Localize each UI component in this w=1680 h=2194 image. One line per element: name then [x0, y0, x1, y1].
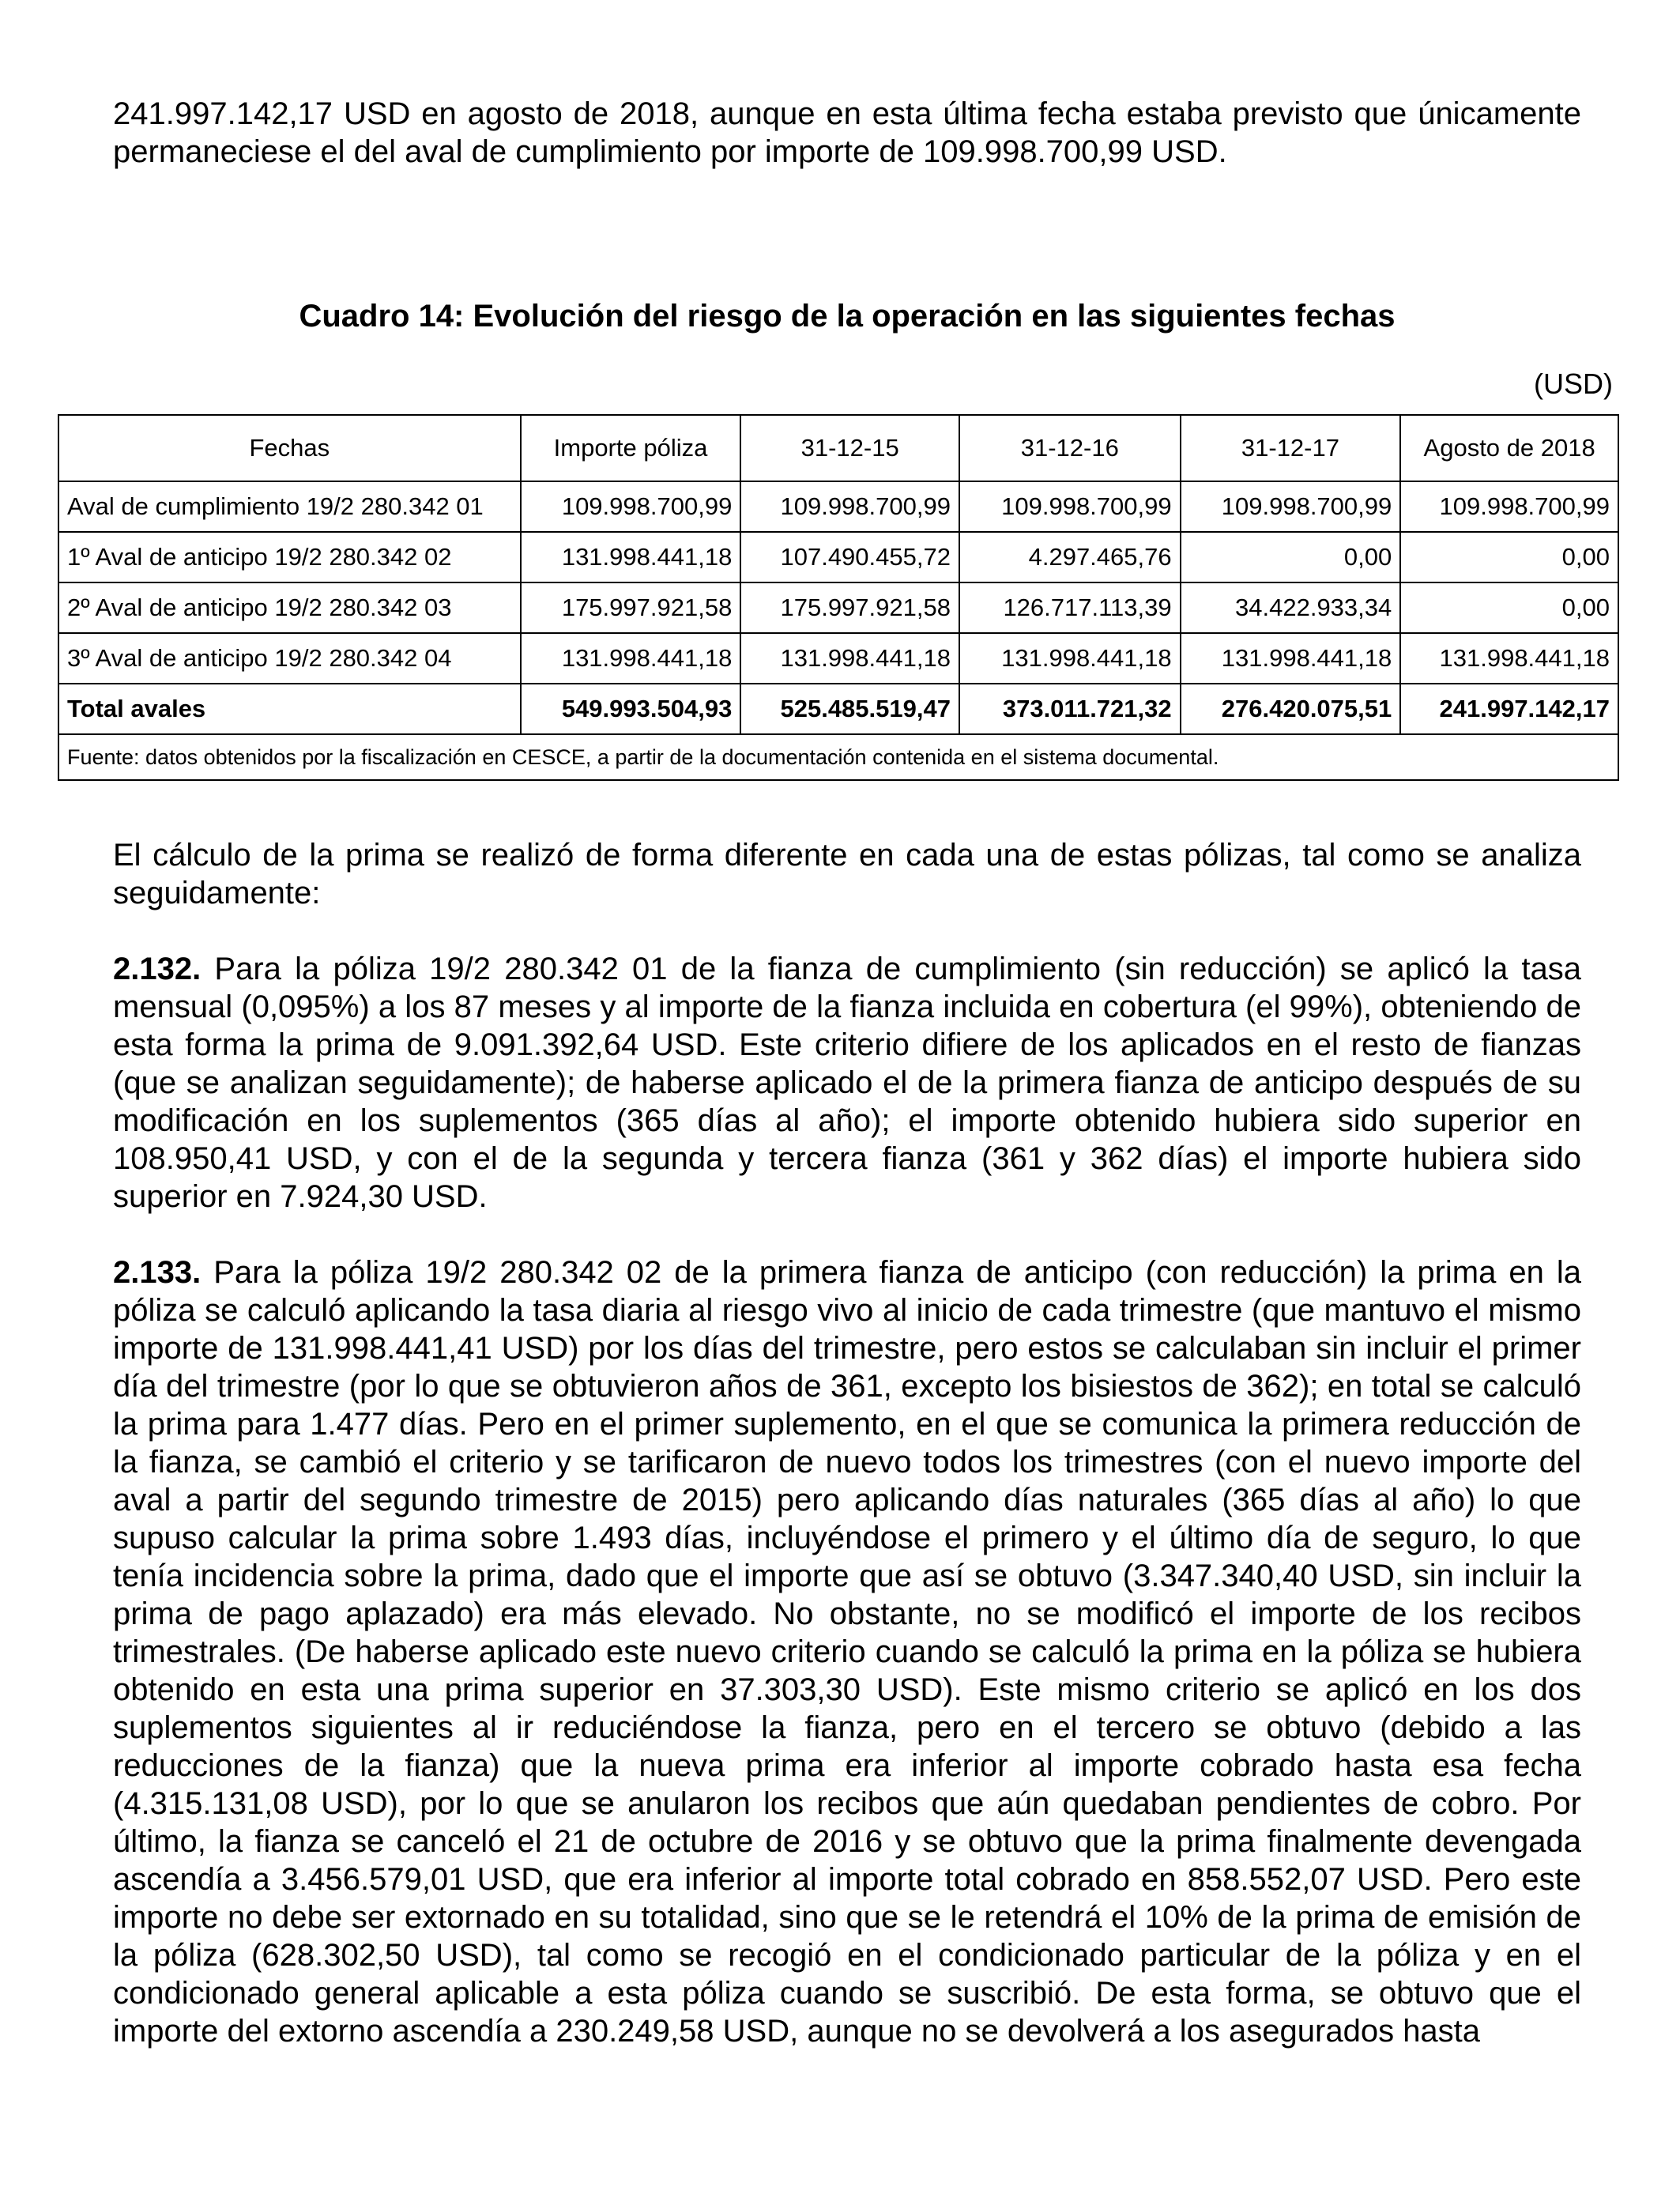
document-page	[67, 95, 1613, 2050]
row-label: 3º Aval de anticipo 19/2 280.342 04	[58, 633, 521, 684]
table-row	[58, 633, 1618, 684]
table-header-row	[58, 415, 1618, 481]
table-cell: 4.297.465,76	[959, 532, 1181, 582]
paragraph-text: Para la póliza 19/2 280.342 02 de la primera fianza de anticipo (con reducción) la prima en la póliza se calculó aplicando la tasa diaria al riesgo vivo al inicio de cada trimestre (que mantuvo el mismo importe de 131.998.441,41 USD) por los días del trimestre, pero estos se calculaban sin incluir el primer día del trimestre (por lo que se obtuvieron años de 361, excepto los bisiestos de 362); en total se calculó la prima para 1.477 días. Pero en el primer suplemento, en el que se comunica la primera reducción de la fianza, se cambió el criterio y se tarificaron de nuevo todos los trimestres (con el nuevo importe del aval a partir del segundo trimestre de 2015) pero aplicando días naturales (365 días al año) lo que supuso calcular la prima sobre 1.493 días, incluyéndose el primero y el último día de seguro, lo que tenía incidencia sobre la prima, dado que el importe que así se obtuvo (3.347.340,40 USD, sin incluir la prima de pago aplazado) era más elevado. No obstante, no se modificó el importe de los recibos trimestrales. (De haberse aplicado este nuevo criterio cuando se calculó la prima en la póliza se hubiera obtenido en esta una prima superior en 37.303,30 USD). Este mismo criterio se aplicó en los dos suplementos siguientes al ir reduciéndose la fianza, pero en el tercero se obtuvo (debido a las reducciones de la fianza) que la nueva prima era inferior al importe cobrado hasta esa fecha (4.315.131,08 USD), por lo que se anularon los recibos que aún quedaban pendientes de cobro. Por último, la fianza se canceló el 21 de octubre de 2016 y se obtuvo que la prima finalmente devengada ascendía a 3.456.579,01 USD, que era inferior al importe total cobrado en 858.552,07 USD. Pero este importe no debe ser extornado en su totalidad, sino que se le retendrá el 10% de la prima de emisión de la póliza (628.302,50 USD), tal como se recogió en el condicionado particular de la póliza y en el condicionado general aplicable a esta póliza cuando se suscribió. De esta forma, se obtuvo que el importe del extorno ascendía a 230.249,58 USD, aunque no se devolverá a los asegurados hasta	[113, 1255, 1581, 2049]
intro-paragraph: 241.997.142,17 USD en agosto de 2018, aunque en esta última fecha estaba previsto que únicamente permaneciese el del aval de cumplimiento por importe de 109.998.700,99 USD.	[113, 96, 1581, 169]
table-cell: 109.998.700,99	[521, 481, 741, 532]
header-importe-poliza: Importe póliza	[521, 415, 741, 481]
paragraph-2133	[113, 1253, 1581, 2050]
table-row	[58, 481, 1618, 532]
premium-intro-paragraph: El cálculo de la prima se realizó de forma diferente en cada una de estas pólizas, tal como se analiza seguidamente:	[113, 838, 1581, 910]
table-cell: 109.998.700,99	[1181, 481, 1401, 532]
paragraph-number: 2.133.	[113, 1255, 202, 1290]
total-cell: 373.011.721,32	[959, 684, 1181, 734]
paragraph-number: 2.132.	[113, 952, 202, 986]
table-cell: 0,00	[1400, 582, 1618, 633]
table-source-note: Fuente: datos obtenidos por la fiscalización en CESCE, a partir de la documentación contenida en el sistema documental.	[58, 734, 1618, 780]
table-cell: 107.490.455,72	[740, 532, 959, 582]
paragraph-text: Para la póliza 19/2 280.342 01 de la fianza de cumplimiento (sin reducción) se aplicó la tasa mensual (0,095%) a los 87 meses y al importe de la fianza incluida en cobertura (el 99%), obteniendo de esta forma la prima de 9.091.392,64 USD. Este criterio difiere de los aplicados en el resto de fianzas (que se analizan seguidamente); de haberse aplicado el de la primera fianza de anticipo después de su modificación en los suplementos (365 días al año); el importe obtenido hubiera sido superior en 108.950,41 USD, y con el de la segunda y tercera fianza (361 y 362 días) el importe hubiera sido superior en 7.924,30 USD.	[113, 952, 1581, 1214]
table-total-row	[58, 684, 1618, 734]
total-cell: 241.997.142,17	[1400, 684, 1618, 734]
table-cell: 109.998.700,99	[959, 481, 1181, 532]
table-cell: 131.998.441,18	[740, 633, 959, 684]
header-fechas: Fechas	[58, 415, 521, 481]
table-cell: 131.998.441,18	[1181, 633, 1401, 684]
table-units: (USD)	[1534, 368, 1613, 400]
header-date-2017: 31-12-17	[1181, 415, 1401, 481]
table-cell: 0,00	[1181, 532, 1401, 582]
risk-evolution-table	[58, 414, 1619, 781]
paragraph-2132	[113, 950, 1581, 1216]
table-row	[58, 532, 1618, 582]
table-cell: 131.998.441,18	[521, 633, 741, 684]
header-date-2015: 31-12-15	[740, 415, 959, 481]
table-cell: 131.998.441,18	[959, 633, 1181, 684]
table-cell: 126.717.113,39	[959, 582, 1181, 633]
table-cell: 175.997.921,58	[740, 582, 959, 633]
table-cell: 131.998.441,18	[1400, 633, 1618, 684]
table-row	[58, 582, 1618, 633]
table-title: Cuadro 14: Evolución del riesgo de la operación en las siguientes fechas	[299, 299, 1396, 334]
total-label: Total avales	[58, 684, 521, 734]
total-cell: 525.485.519,47	[740, 684, 959, 734]
total-cell: 549.993.504,93	[521, 684, 741, 734]
table-cell: 175.997.921,58	[521, 582, 741, 633]
header-agosto-2018: Agosto de 2018	[1400, 415, 1618, 481]
table-cell: 34.422.933,34	[1181, 582, 1401, 633]
row-label: 1º Aval de anticipo 19/2 280.342 02	[58, 532, 521, 582]
table-cell: 131.998.441,18	[521, 532, 741, 582]
row-label: 2º Aval de anticipo 19/2 280.342 03	[58, 582, 521, 633]
table-source-row	[58, 734, 1618, 780]
row-label: Aval de cumplimiento 19/2 280.342 01	[58, 481, 521, 532]
total-cell: 276.420.075,51	[1181, 684, 1401, 734]
table-cell: 109.998.700,99	[740, 481, 959, 532]
header-date-2016: 31-12-16	[959, 415, 1181, 481]
table-cell: 0,00	[1400, 532, 1618, 582]
table-cell: 109.998.700,99	[1400, 481, 1618, 532]
